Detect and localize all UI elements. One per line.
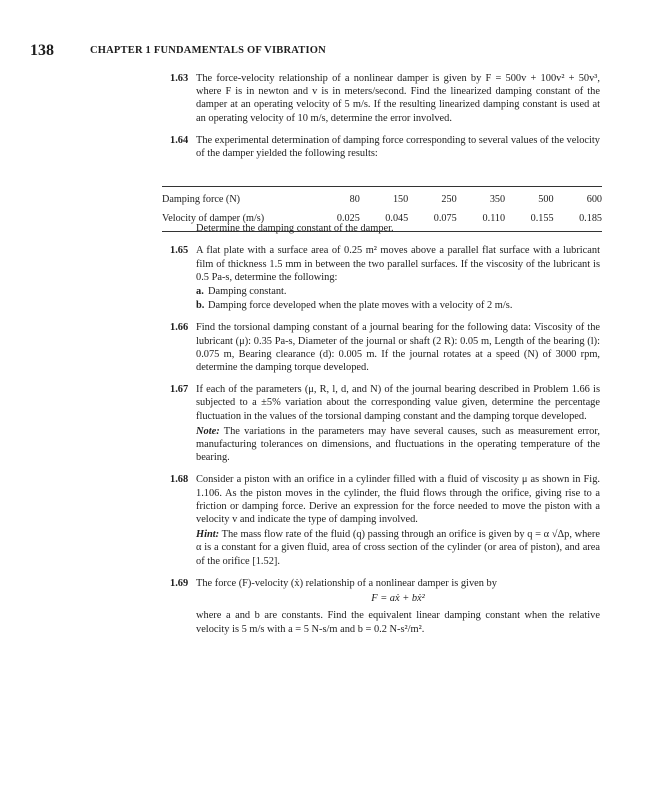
problem-followup: Determine the damping constant of the damper. [196,223,394,235]
table-row [162,209,602,232]
note-text: The variations in the parameters may have several causes, such as measurement error, manufacturing tolerances on dimensions, and fluctuations in the operating temperature of the bearing. [196,425,600,464]
row-label: Damping force (N) [162,187,311,210]
problem-text: A flat plate with a surface area of 0.25 m² moves above a parallel flat surface with a lubricant film of thickness 1.5 mm in between the two parallel surfaces. If the viscosity of the lubricant is 0.5 Pa-s, determine the following: [196,245,600,283]
note-label: Note: [196,425,220,437]
table-cell: 0.045 [360,209,408,232]
damping-data-table [162,186,602,232]
problem-number: 1.66 [170,322,189,334]
problem-number: 1.67 [170,384,189,396]
table-cell: 350 [457,187,505,210]
table-row [162,187,602,210]
problems-list [170,72,600,645]
table-cell: 250 [408,187,456,210]
table-cell: 0.185 [554,209,602,232]
problem-text: Consider a piston with an orifice in a cylinder filled with a fluid of viscosity μ as shown in Fig. 1.106. As the piston moves in the cylinder, the fluid flows through the orifice, giving rise to a friction or damping force. Derive an expression for the force needed to move the piston with a velocity v and indicate the type of damping involved. [196,474,600,526]
problem-1-68 [170,473,600,567]
problem-1-66 [170,321,600,374]
problem-number: 1.64 [170,134,189,146]
problem-number: 1.65 [170,245,189,257]
problem-text: The experimental determination of damping force corresponding to several values of the velocity of the damper yielded the following results: [196,134,600,160]
problem-1-67 [170,383,600,464]
problem-1-69 [170,577,600,636]
problem-1-63 [170,72,600,125]
subitem-text: Damping constant. [208,286,287,298]
table-cell: 0.155 [505,209,553,232]
table-cell: 600 [554,187,602,210]
row-label: Velocity of damper (m/s) [162,209,311,232]
note-paragraph [196,425,600,465]
equation: F = aẋ + bẋ² [371,593,425,605]
problem-text: The force (F)-velocity (ẋ) relationship of a nonlinear damper is given by [196,577,497,589]
hint-paragraph [196,528,600,568]
table-cell: 150 [360,187,408,210]
subitem-b [196,299,600,312]
hint-label: Hint: [196,529,220,541]
problem-number: 1.68 [170,474,189,486]
table-cell: 0.110 [457,209,505,232]
subitem-a [196,285,600,298]
table-cell: 0.075 [408,209,456,232]
running-head: CHAPTER 1 FUNDAMENTALS OF VIBRATION [90,45,326,56]
hint-text: The mass flow rate of the fluid (q) passing through an orifice is given by q = α √Δp, where α is a constant for a given fluid, area of cross section of the cylinder (or area of piston), and area of the orifice [1.52]. [196,529,600,567]
page-header [30,42,605,62]
problem-text: If each of the parameters (μ, R, l, d, and N) of the journal bearing described in Problem 1.66 is subjected to a ±5% variation about the corresponding value given, determine the percentage fluctuation in the values of the torsional damping constant and the damping torque developed. [196,384,600,422]
problem-1-65 [170,244,600,312]
subitem-text: Damping force developed when the plate moves with a velocity of 2 m/s. [208,300,513,312]
page-number: 138 [30,42,54,59]
problem-number: 1.69 [170,577,189,589]
subitem-label: a. [196,286,204,298]
problem-followup: where a and b are constants. Find the equivalent linear damping constant when the relative velocity is 5 m/s with a = 5 N-s/m and b = 0.2 N-s²/m². [196,610,600,635]
problem-text: The force-velocity relationship of a nonlinear damper is given by F = 500v + 100v² + 50v³, where F is in newton and v is in meters/second. Find the linearized damping constant of the damper at an operating velocity of 5 m/s. If the resulting linearized damping constant is used at an operating velocity of 10 m/s, determine the error involved. [196,73,600,124]
table-cell: 500 [505,187,553,210]
problem-number: 1.63 [170,73,189,84]
table-cell: 80 [311,187,359,210]
problem-text: Find the torsional damping constant of a journal bearing for the following data: Viscosity of the lubricant (μ): 0.35 Pa-s, Diameter of the journal or shaft (2 R): 0.05 m, Length of the bearing (l): 0.075 m, Bearing clearance (d): 0.005 m. If the journal rotates at a speed (N) of 3000 rpm, determine the damping torque developed. [196,322,600,374]
table-cell: 0.025 [311,209,359,232]
subitem-label: b. [196,300,205,312]
